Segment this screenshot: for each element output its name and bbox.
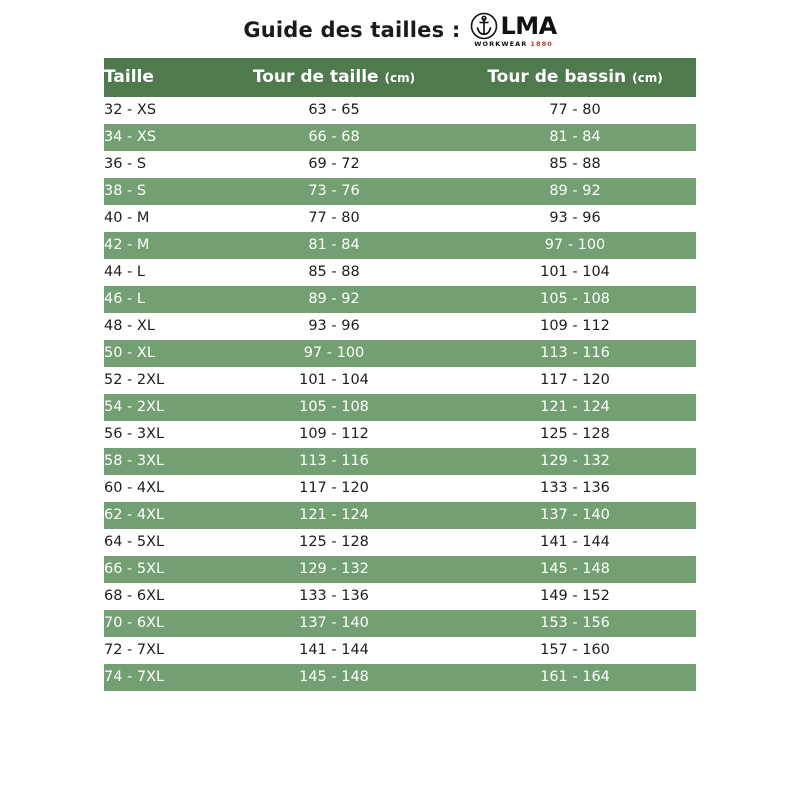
cell-tour-de-bassin: 125 - 128: [454, 421, 696, 448]
table-row: [104, 610, 696, 637]
cell-tour-de-bassin: 161 - 164: [454, 664, 696, 691]
cell-taille: 66 - 5XL: [104, 556, 214, 583]
cell-tour-de-taille: 85 - 88: [214, 259, 454, 286]
table-row: [104, 259, 696, 286]
table-row: [104, 367, 696, 394]
cell-taille: 56 - 3XL: [104, 421, 214, 448]
cell-taille: 50 - XL: [104, 340, 214, 367]
cell-tour-de-bassin: 105 - 108: [454, 286, 696, 313]
table-row: [104, 151, 696, 178]
column-header-tour-de-bassin-unit: (cm): [632, 71, 663, 85]
cell-tour-de-taille: 117 - 120: [214, 475, 454, 502]
cell-tour-de-bassin: 141 - 144: [454, 529, 696, 556]
cell-tour-de-taille: 93 - 96: [214, 313, 454, 340]
page-title: Guide des tailles :: [243, 18, 461, 42]
cell-taille: 64 - 5XL: [104, 529, 214, 556]
cell-tour-de-bassin: 81 - 84: [454, 124, 696, 151]
column-header-taille-label: Taille: [104, 67, 154, 87]
table-row: [104, 232, 696, 259]
cell-tour-de-bassin: 97 - 100: [454, 232, 696, 259]
column-header-tour-de-bassin-label: Tour de bassin: [487, 67, 627, 87]
table-row: [104, 205, 696, 232]
table-row: [104, 637, 696, 664]
cell-tour-de-taille: 97 - 100: [214, 340, 454, 367]
cell-taille: 60 - 4XL: [104, 475, 214, 502]
cell-tour-de-bassin: 85 - 88: [454, 151, 696, 178]
cell-tour-de-taille: 121 - 124: [214, 502, 454, 529]
cell-taille: 32 - XS: [104, 97, 214, 124]
column-header-tour-de-taille: [214, 58, 454, 97]
cell-taille: 52 - 2XL: [104, 367, 214, 394]
cell-taille: 44 - L: [104, 259, 214, 286]
table-row: [104, 286, 696, 313]
cell-tour-de-taille: 73 - 76: [214, 178, 454, 205]
table-row: [104, 313, 696, 340]
cell-tour-de-taille: 81 - 84: [214, 232, 454, 259]
table-row: [104, 556, 696, 583]
table-row: [104, 97, 696, 124]
cell-tour-de-bassin: 77 - 80: [454, 97, 696, 124]
cell-tour-de-bassin: 133 - 136: [454, 475, 696, 502]
cell-taille: 58 - 3XL: [104, 448, 214, 475]
cell-taille: 36 - S: [104, 151, 214, 178]
cell-tour-de-bassin: 117 - 120: [454, 367, 696, 394]
table-header-row: [104, 58, 696, 97]
cell-tour-de-taille: 133 - 136: [214, 583, 454, 610]
cell-tour-de-bassin: 109 - 112: [454, 313, 696, 340]
cell-tour-de-taille: 129 - 132: [214, 556, 454, 583]
logo-subtitle-text: WORKWEAR: [474, 40, 528, 49]
cell-tour-de-bassin: 93 - 96: [454, 205, 696, 232]
cell-taille: 42 - M: [104, 232, 214, 259]
cell-tour-de-bassin: 153 - 156: [454, 610, 696, 637]
table-body: [104, 97, 696, 691]
column-header-taille: [104, 58, 214, 97]
cell-tour-de-bassin: 149 - 152: [454, 583, 696, 610]
lma-anchor-icon: [470, 12, 498, 40]
cell-taille: 34 - XS: [104, 124, 214, 151]
table-row: [104, 529, 696, 556]
table-row: [104, 340, 696, 367]
cell-tour-de-bassin: 137 - 140: [454, 502, 696, 529]
cell-tour-de-bassin: 145 - 148: [454, 556, 696, 583]
cell-tour-de-bassin: 129 - 132: [454, 448, 696, 475]
cell-tour-de-taille: 125 - 128: [214, 529, 454, 556]
table-row: [104, 421, 696, 448]
cell-taille: 54 - 2XL: [104, 394, 214, 421]
column-header-tour-de-taille-label: Tour de taille: [252, 67, 379, 87]
table-row: [104, 583, 696, 610]
logo-subtitle: [474, 41, 553, 48]
cell-tour-de-taille: 63 - 65: [214, 97, 454, 124]
cell-tour-de-taille: 141 - 144: [214, 637, 454, 664]
cell-taille: 70 - 6XL: [104, 610, 214, 637]
table-row: [104, 448, 696, 475]
cell-tour-de-taille: 109 - 112: [214, 421, 454, 448]
cell-tour-de-taille: 77 - 80: [214, 205, 454, 232]
table-row: [104, 178, 696, 205]
cell-taille: 68 - 6XL: [104, 583, 214, 610]
cell-tour-de-bassin: 121 - 124: [454, 394, 696, 421]
cell-tour-de-taille: 145 - 148: [214, 664, 454, 691]
cell-tour-de-taille: 101 - 104: [214, 367, 454, 394]
cell-tour-de-taille: 137 - 140: [214, 610, 454, 637]
table-row: [104, 475, 696, 502]
table-row: [104, 502, 696, 529]
table-head: [104, 58, 696, 97]
cell-taille: 38 - S: [104, 178, 214, 205]
cell-tour-de-bassin: 89 - 92: [454, 178, 696, 205]
cell-tour-de-taille: 113 - 116: [214, 448, 454, 475]
cell-tour-de-taille: 89 - 92: [214, 286, 454, 313]
cell-tour-de-bassin: 113 - 116: [454, 340, 696, 367]
cell-taille: 62 - 4XL: [104, 502, 214, 529]
column-header-tour-de-bassin: [454, 58, 696, 97]
column-header-tour-de-taille-unit: (cm): [384, 71, 416, 85]
cell-tour-de-taille: 69 - 72: [214, 151, 454, 178]
cell-taille: 72 - 7XL: [104, 637, 214, 664]
cell-tour-de-taille: 66 - 68: [214, 124, 454, 151]
cell-taille: 40 - M: [104, 205, 214, 232]
logo-top-row: [470, 12, 556, 40]
cell-tour-de-bassin: 157 - 160: [454, 637, 696, 664]
brand-logo: [470, 12, 556, 48]
table-row: [104, 124, 696, 151]
cell-taille: 48 - XL: [104, 313, 214, 340]
cell-tour-de-taille: 105 - 108: [214, 394, 454, 421]
cell-taille: 74 - 7XL: [104, 664, 214, 691]
logo-wordmark: LMA: [500, 12, 557, 41]
table-row: [104, 394, 696, 421]
page-header: [0, 0, 800, 52]
size-table: [104, 58, 696, 691]
table-row: [104, 664, 696, 691]
cell-tour-de-bassin: 101 - 104: [454, 259, 696, 286]
logo-year: 1880: [530, 40, 553, 49]
cell-taille: 46 - L: [104, 286, 214, 313]
